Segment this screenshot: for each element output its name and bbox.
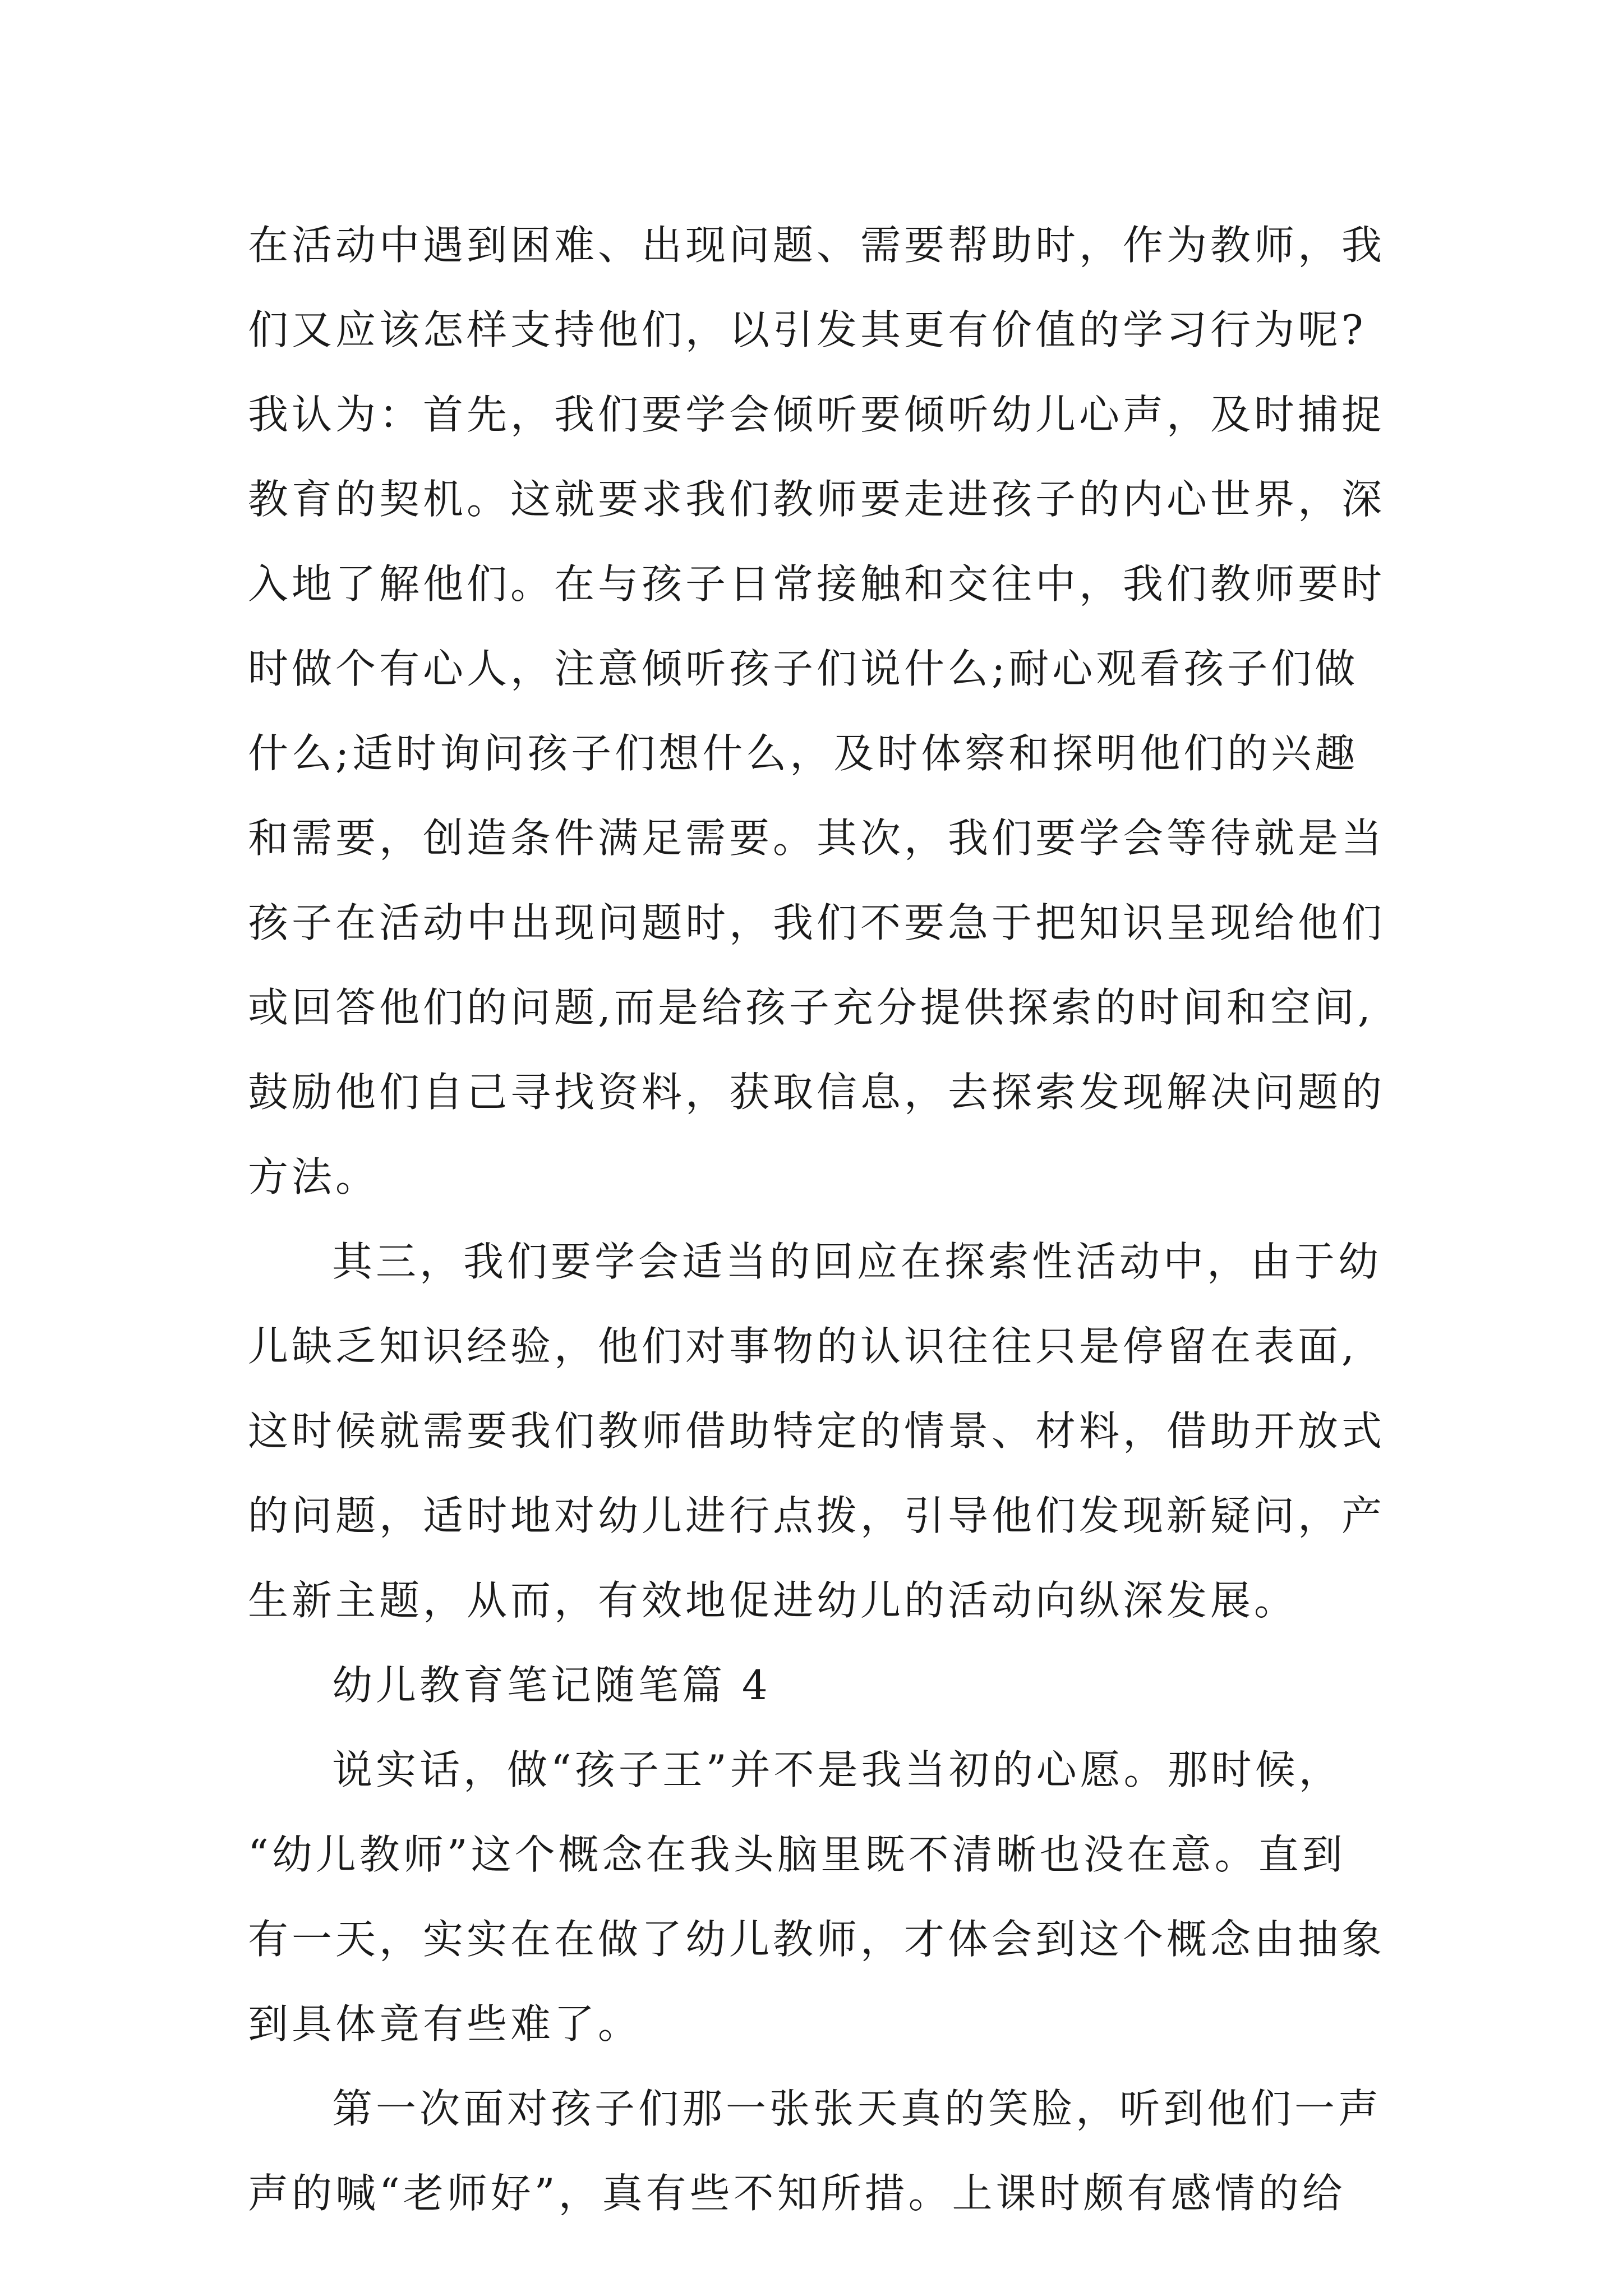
text-line: 们又应该怎样支持他们，以引发其更有价值的学习行为呢? <box>248 306 1367 353</box>
text-line: 这时候就需要我们教师借助特定的情景、材料，借助开放式 <box>248 1407 1386 1455</box>
text-line: 有一天，实实在在做了幼儿教师，才体会到这个概念由抽象 <box>248 1916 1386 1963</box>
text-line: 第一次面对孩子们那一张张天真的笑脸，听到他们一声 <box>332 2085 1382 2132</box>
document-body <box>248 203 1392 2236</box>
text-line: 时做个有心人，注意倾听孩子们说什么;耐心观看孩子们做 <box>248 645 1359 692</box>
text-line: 我认为：首先，我们要学会倾听要倾听幼儿心声，及时捕捉 <box>248 391 1386 438</box>
text-line: 说实话，做“孩子王”并不是我当初的心愿。那时候， <box>332 1746 1343 1793</box>
text-line: 生新主题，从而，有效地促进幼儿的活动向纵深发展。 <box>248 1577 1298 1624</box>
section-heading: 幼儿教育笔记随笔篇 4 <box>332 1662 771 1709</box>
paragraph <box>248 1220 1392 1643</box>
paragraph <box>248 203 1392 1220</box>
text-line: 的问题，适时地对幼儿进行点拨，引导他们发现新疑问，产 <box>248 1492 1386 1539</box>
text-line: 声的喊“老师好”，真有些不知所措。上课时颇有感情的给 <box>248 2170 1346 2217</box>
text-line: 教育的契机。这就要求我们教师要走进孩子的内心世界，深 <box>248 476 1386 523</box>
text-line: 方法。 <box>248 1153 380 1200</box>
text-line: “幼儿教师”这个概念在我头脑里既不清晰也没在意。直到 <box>248 1831 1346 1878</box>
text-line: 儿缺乏知识经验，他们对事物的认识往往只是停留在表面, <box>248 1323 1358 1370</box>
paragraph <box>248 2067 1392 2236</box>
text-line: 或回答他们的问题,而是给孩子充分提供探索的时间和空间, <box>248 984 1374 1031</box>
text-line: 鼓励他们自己寻找资料，获取信息，去探索发现解决问题的 <box>248 1069 1386 1116</box>
text-line: 什么;适时询问孩子们想什么，及时体察和探明他们的兴趣 <box>248 730 1359 777</box>
text-line: 孩子在活动中出现问题时，我们不要急于把知识呈现给他们 <box>248 899 1386 946</box>
text-line: 和需要，创造条件满足需要。其次，我们要学会等待就是当 <box>248 815 1386 862</box>
paragraph <box>248 1728 1392 2067</box>
section-heading-block <box>248 1643 1392 1728</box>
text-line: 到具体竟有些难了。 <box>248 2000 642 2047</box>
text-line: 入地了解他们。在与孩子日常接触和交往中，我们教师要时 <box>248 560 1386 608</box>
text-line: 其三，我们要学会适当的回应在探索性活动中，由于幼 <box>332 1238 1382 1285</box>
text-line: 在活动中遇到困难、出现问题、需要帮助时，作为教师，我 <box>248 222 1386 269</box>
